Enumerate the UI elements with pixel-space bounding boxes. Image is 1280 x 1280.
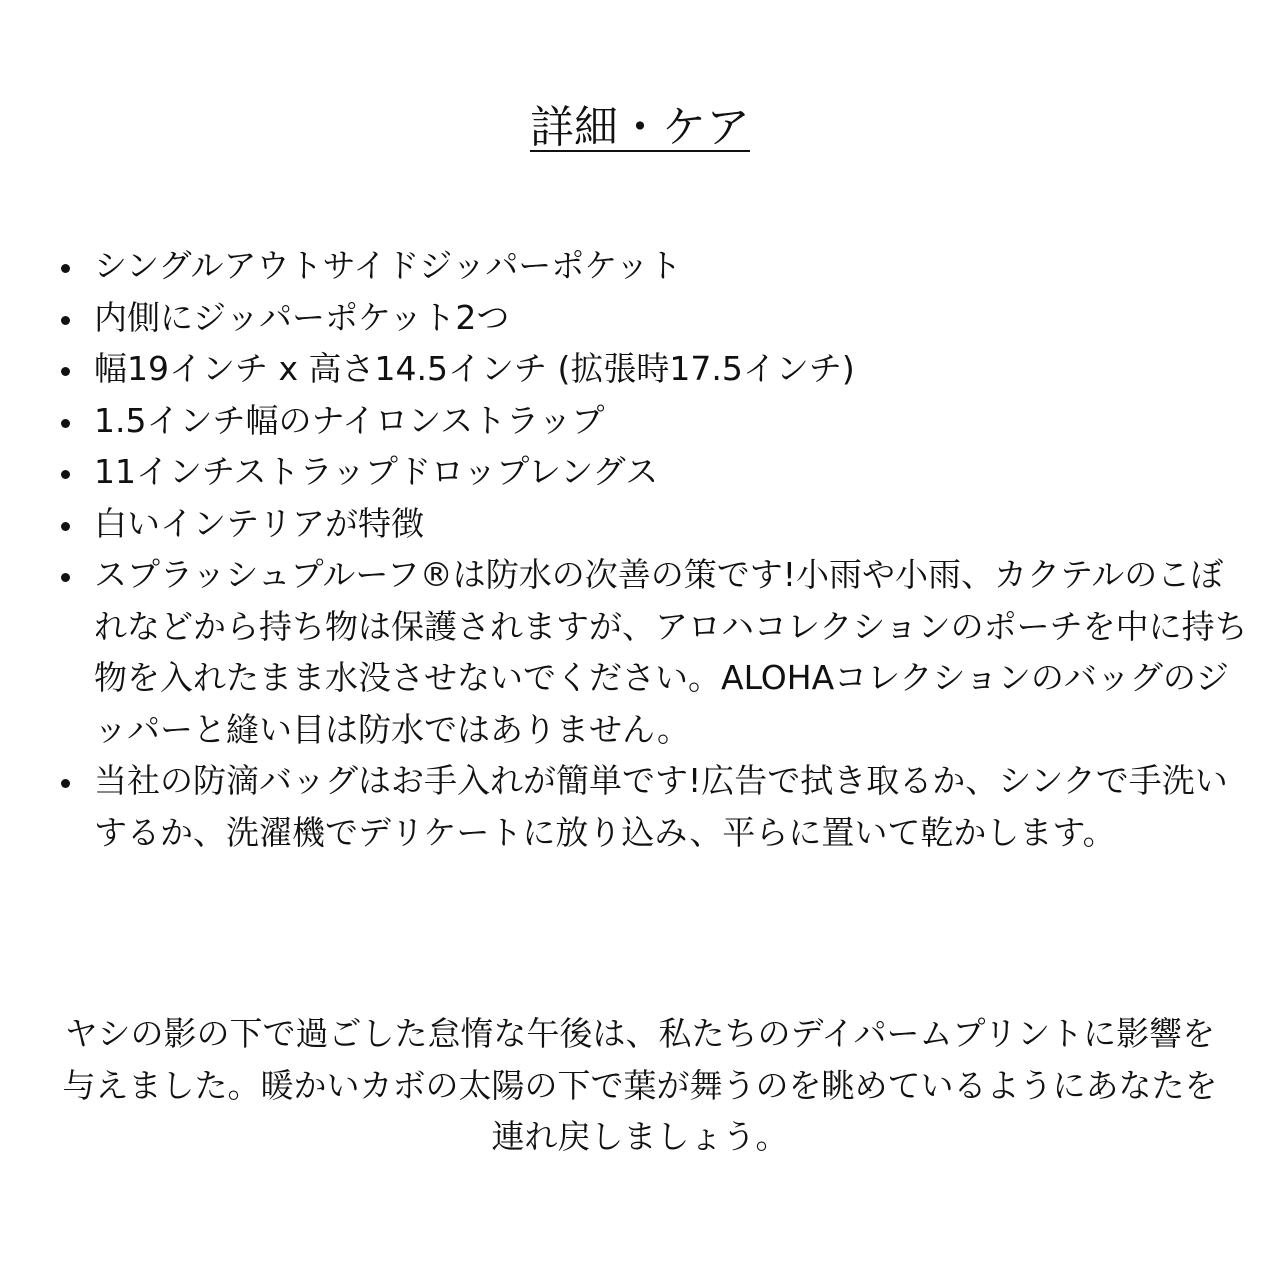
story-paragraph: ヤシの影の下で過ごした怠惰な午後は、私たちのデイパームプリントに影響を与えました。暖かいカボの太陽の下で葉が舞うのを眺めているようにあなたを連れ戻しましょう。 <box>62 1014 1218 1156</box>
list-item: 当社の防滴バッグはお手入れが簡単です!広告で拭き取るか、シンクで手洗いするか、洗濯機でデリケートに放り込み、平らに置いて乾かします。 <box>94 755 1254 858</box>
list-item: スプラッシュプルーフ®は防水の次善の策です!小雨や小雨、カクテルのこぼれなどから持ち物は保護されますが、アロハコレクションのポーチを中に持ち物を入れたまま水没させないでください。ALOHAコレクションのバッグのジッパーと縫い目は防水ではありません。 <box>94 549 1254 755</box>
list-item: シングルアウトサイドジッパーポケット <box>94 240 1254 292</box>
page-title-text: 詳細・ケア <box>530 102 750 153</box>
list-item: 11インチストラップドロップレングス <box>94 446 1254 498</box>
page-title <box>0 98 1280 158</box>
list-item: 幅19インチ x 高さ14.5インチ (拡張時17.5インチ) <box>94 343 1254 395</box>
details-list <box>94 240 1254 858</box>
list-item: 白いインテリアが特徴 <box>94 498 1254 550</box>
list-item: 1.5インチ幅のナイロンストラップ <box>94 395 1254 447</box>
list-item: 内側にジッパーポケット2つ <box>94 292 1254 344</box>
